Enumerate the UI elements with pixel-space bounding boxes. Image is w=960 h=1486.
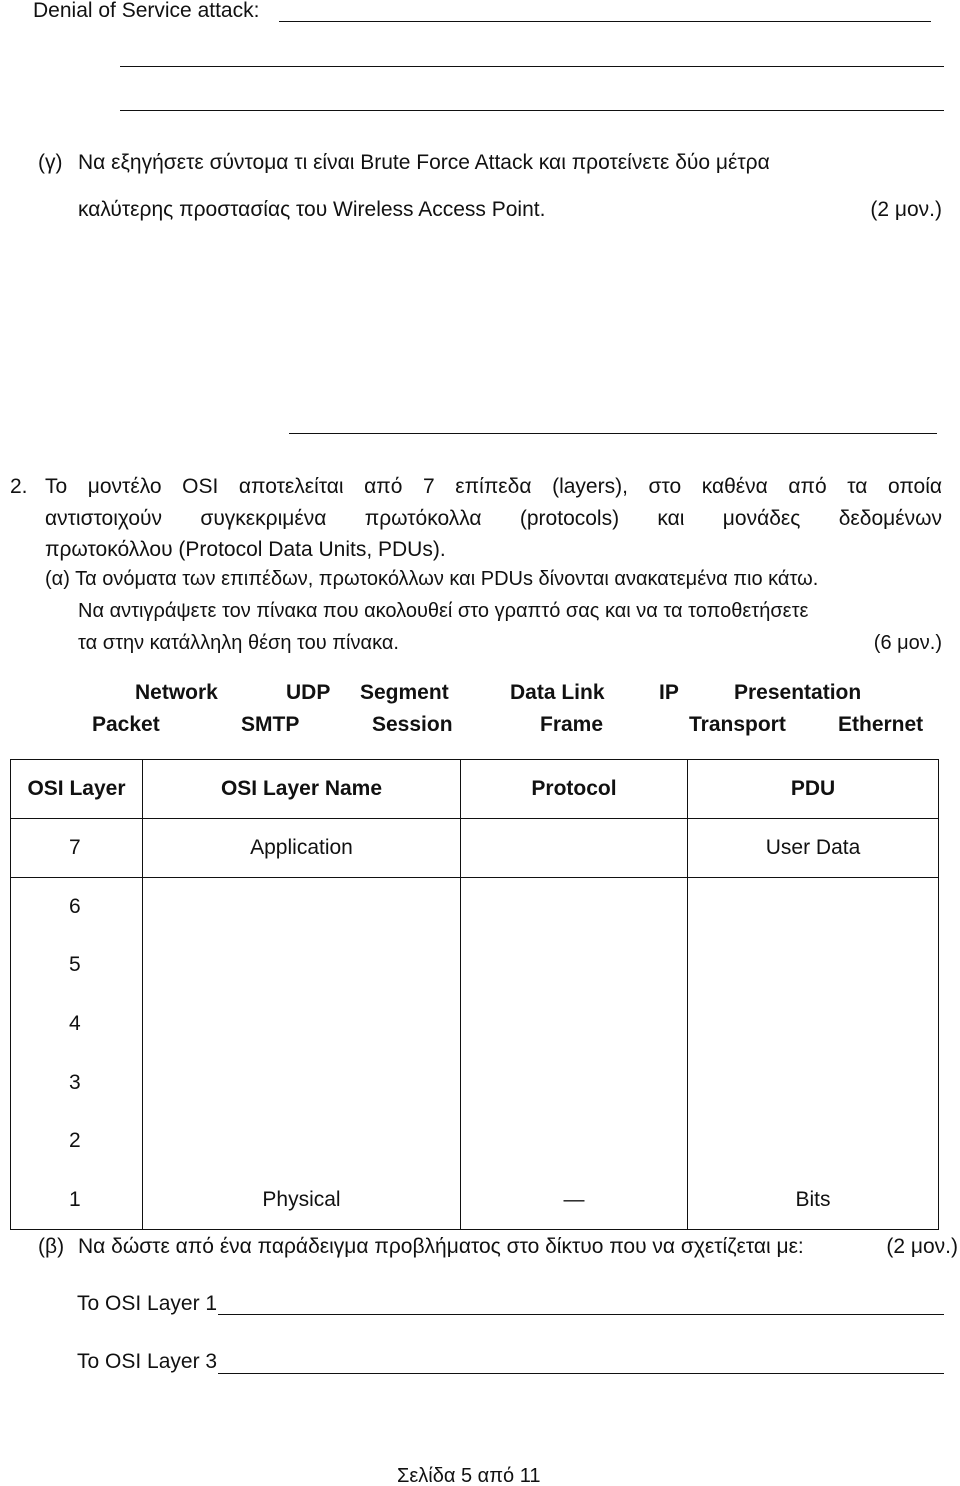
word-presentation: Presentation xyxy=(734,681,862,704)
header-protocol: Protocol xyxy=(461,760,688,819)
layer-number: 7 xyxy=(11,818,143,877)
osi-table-header-row xyxy=(11,760,939,819)
dos-answer-line-2 xyxy=(120,66,944,67)
layer-protocol: — xyxy=(461,1171,688,1230)
question-beta-marker: (β) xyxy=(38,1235,65,1258)
layer-pdu xyxy=(688,1112,939,1171)
word-data-link: Data Link xyxy=(510,681,605,704)
layer-number: 2 xyxy=(11,1112,143,1171)
word-session: Session xyxy=(372,713,453,736)
gamma-answer-line xyxy=(289,433,937,434)
layer-pdu xyxy=(688,995,939,1054)
word-segment: Segment xyxy=(360,681,449,704)
question-2-line-3: πρωτοκόλλου (Protocol Data Units, PDUs). xyxy=(45,538,446,561)
table-row xyxy=(11,1171,939,1230)
layer-protocol xyxy=(461,877,688,936)
word-ethernet: Ethernet xyxy=(838,713,924,736)
layer-protocol xyxy=(461,995,688,1054)
beta-item-layer-1: Το OSI Layer 1 xyxy=(77,1292,218,1315)
layer-pdu xyxy=(688,1053,939,1112)
question-2a-points: (6 μον.) xyxy=(873,632,942,654)
layer-protocol xyxy=(461,936,688,995)
dos-answer-line-1 xyxy=(279,21,931,22)
layer-protocol xyxy=(461,1053,688,1112)
question-2a-line-3: τα στην κατάλληλη θέση του πίνακα. xyxy=(78,632,399,654)
question-2a-line-2: Να αντιγράψετε τον πίνακα που ακολουθεί στο γραπτό σας και να τα τοποθετήσετε xyxy=(78,600,809,622)
table-row xyxy=(11,936,939,995)
dos-label: Denial of Service attack: xyxy=(33,0,260,22)
layer-pdu: Bits xyxy=(688,1171,939,1230)
word-smtp: SMTP xyxy=(241,713,300,736)
word-ip: IP xyxy=(659,681,679,704)
layer-name xyxy=(143,877,461,936)
layer-name xyxy=(143,936,461,995)
table-row xyxy=(11,818,939,877)
question-2a-line-1: (α) Τα ονόματα των επιπέδων, πρωτοκόλλων και PDUs δίνονται ανακατεμένα πιο κάτω. xyxy=(45,568,819,590)
question-2-number: 2. xyxy=(10,475,28,498)
layer-pdu xyxy=(688,877,939,936)
beta-item-layer-3: Το OSI Layer 3 xyxy=(77,1350,218,1373)
header-pdu: PDU xyxy=(688,760,939,819)
header-osi-layer: OSI Layer xyxy=(11,760,143,819)
layer-name: Application xyxy=(143,818,461,877)
layer-number: 6 xyxy=(11,877,143,936)
beta-answer-line-2 xyxy=(218,1373,944,1374)
osi-table xyxy=(10,759,939,1230)
question-beta-points: (2 μον.) xyxy=(886,1235,958,1258)
layer-name: Physical xyxy=(143,1171,461,1230)
layer-name xyxy=(143,995,461,1054)
layer-protocol xyxy=(461,1112,688,1171)
layer-name xyxy=(143,1112,461,1171)
layer-number: 5 xyxy=(11,936,143,995)
question-beta-text: Να δώστε από ένα παράδειγμα προβλήματος στο δίκτυο που να σχετίζεται με: xyxy=(78,1235,804,1258)
question-gamma-line-1: Να εξηγήσετε σύντομα τι είναι Brute Force Attack και προτείνετε δύο μέτρα xyxy=(78,151,770,174)
layer-number: 1 xyxy=(11,1171,143,1230)
header-osi-layer-name: OSI Layer Name xyxy=(143,760,461,819)
dos-answer-line-3 xyxy=(120,110,944,111)
layer-number: 4 xyxy=(11,995,143,1054)
question-2-line-2: αντιστοιχούν συγκεκριμένα πρωτόκολλα (protocols) και μονάδες δεδομένων xyxy=(45,507,942,530)
word-transport: Transport xyxy=(689,713,786,736)
word-frame: Frame xyxy=(540,713,604,736)
table-row xyxy=(11,877,939,936)
table-row xyxy=(11,1112,939,1171)
layer-number: 3 xyxy=(11,1053,143,1112)
question-2-line-1: Το μοντέλο OSI αποτελείται από 7 επίπεδα (layers), στο καθένα από τα οποία xyxy=(45,475,942,498)
table-row xyxy=(11,1053,939,1112)
word-udp: UDP xyxy=(286,681,331,704)
question-gamma-line-2: καλύτερης προστασίας του Wireless Access Point. xyxy=(78,198,546,221)
page-number: Σελίδα 5 από 11 xyxy=(397,1465,541,1486)
layer-name xyxy=(143,1053,461,1112)
word-packet: Packet xyxy=(92,713,160,736)
word-network: Network xyxy=(135,681,218,704)
beta-answer-line-1 xyxy=(218,1314,944,1315)
question-gamma-marker: (γ) xyxy=(38,151,63,174)
question-gamma-points: (2 μον.) xyxy=(870,198,942,221)
layer-pdu xyxy=(688,936,939,995)
layer-protocol xyxy=(461,818,688,877)
layer-pdu: User Data xyxy=(688,818,939,877)
table-row xyxy=(11,995,939,1054)
